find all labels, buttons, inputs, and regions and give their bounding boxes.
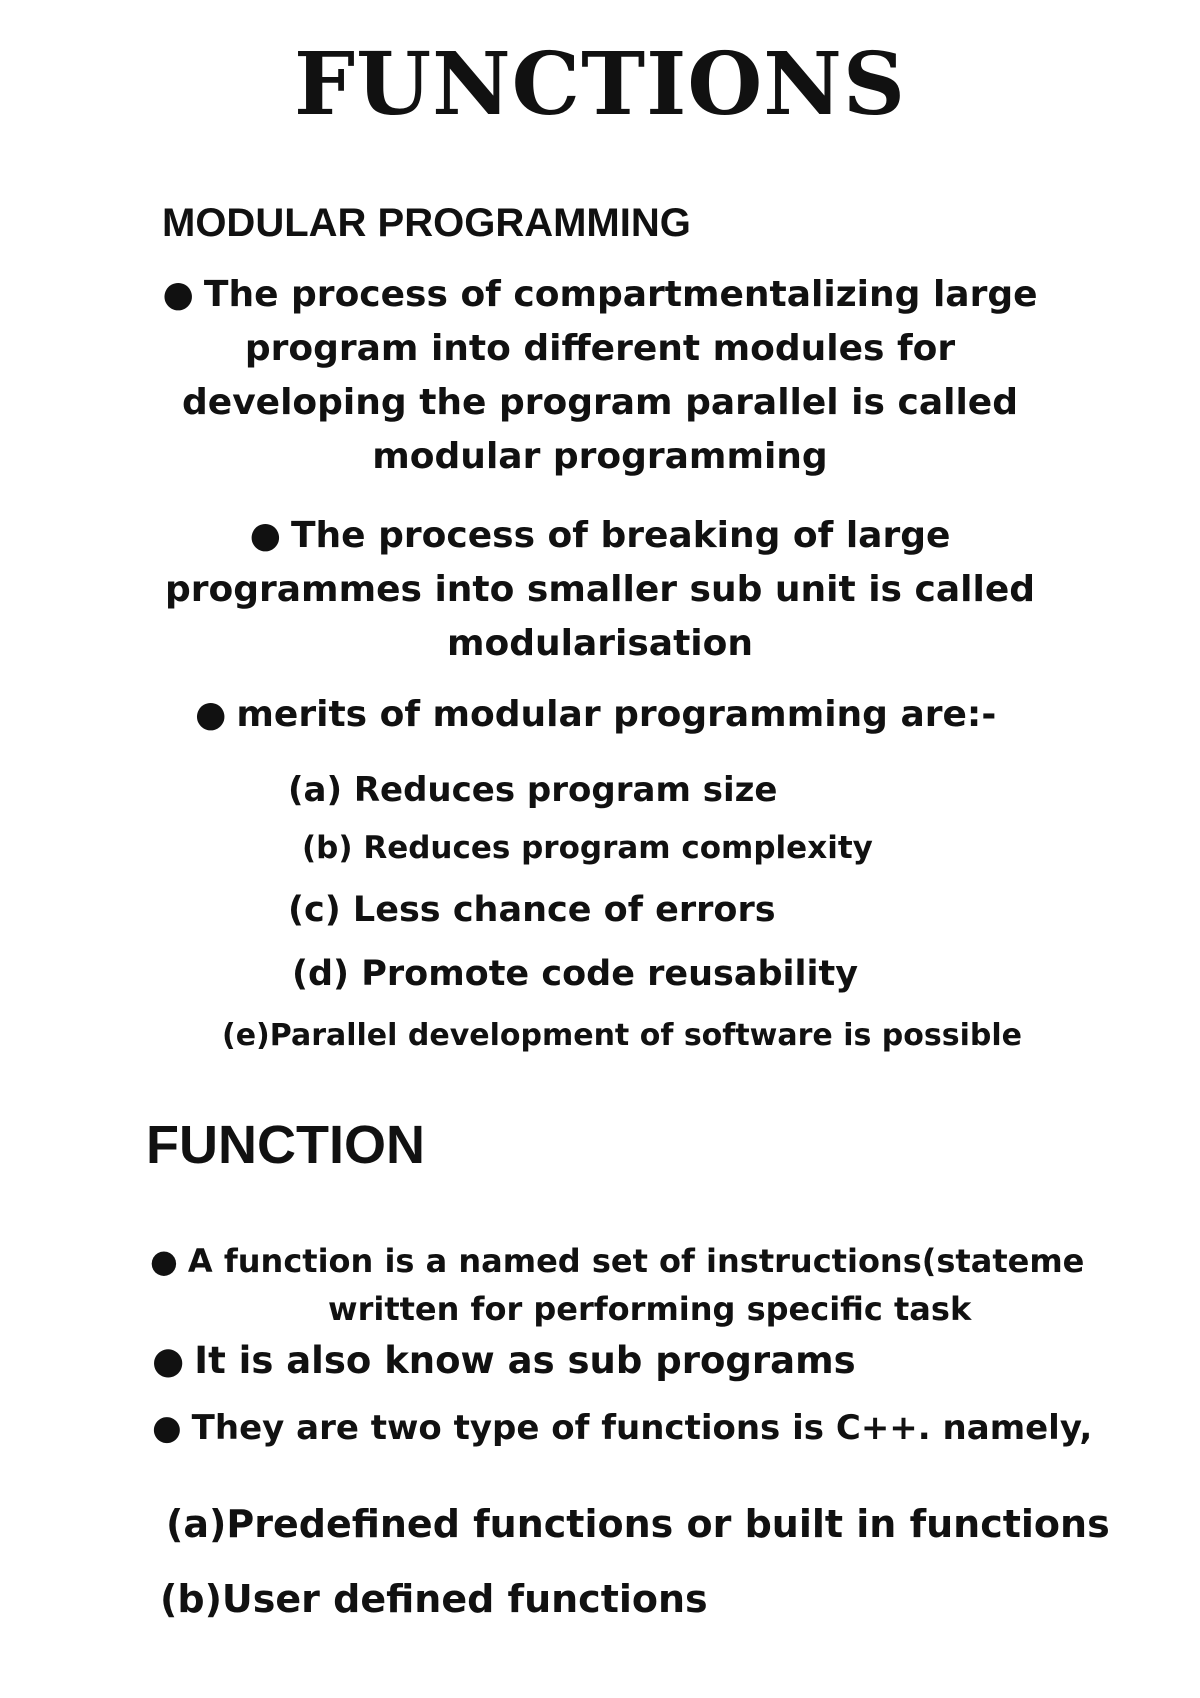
function-point-2-text: It is also know as sub programs — [194, 1339, 856, 1382]
function-point-3-text: They are two type of functions is C++. namely, — [191, 1408, 1093, 1448]
function-point-1 — [150, 1242, 1085, 1280]
modular-point-2-text: The process of breaking of large programmes into smaller sub unit is called modularisation — [164, 515, 1036, 664]
merit-item: (e)Parallel development of software is possible — [222, 1018, 1022, 1053]
bullet-icon — [195, 694, 236, 735]
merits-intro — [195, 694, 997, 735]
bullet-icon — [250, 515, 291, 556]
merits-intro-text: merits of modular programming are:- — [236, 694, 997, 735]
function-heading: FUNCTION — [146, 1115, 425, 1175]
function-point-1-continued: written for performing specific task — [328, 1290, 972, 1328]
function-point-3 — [152, 1408, 1093, 1448]
bullet-icon — [152, 1339, 194, 1382]
page-title: FUNCTIONS — [294, 34, 906, 135]
function-type-item: (b)User defined functions — [160, 1577, 708, 1621]
modular-point-2 — [150, 509, 1050, 671]
function-type-item: (a)Predefined functions or built in functions — [166, 1502, 1110, 1546]
merit-item: (a) Reduces program size — [288, 770, 778, 810]
bullet-icon — [162, 274, 203, 315]
modular-point-1 — [150, 268, 1050, 484]
modular-programming-heading: MODULAR PROGRAMMING — [162, 201, 691, 245]
function-point-1-text: A function is a named set of instructions(stateme — [187, 1242, 1085, 1280]
function-point-2 — [152, 1339, 856, 1382]
merit-item: (d) Promote code reusability — [292, 954, 859, 994]
merit-item: (b) Reduces program complexity — [302, 830, 873, 866]
bullet-icon — [150, 1242, 188, 1280]
modular-point-1-text: The process of compartmentalizing large program into different modules for developing the program parallel is called modular programming — [182, 274, 1038, 477]
merit-item: (c) Less chance of errors — [288, 890, 776, 930]
bullet-icon — [152, 1408, 192, 1448]
